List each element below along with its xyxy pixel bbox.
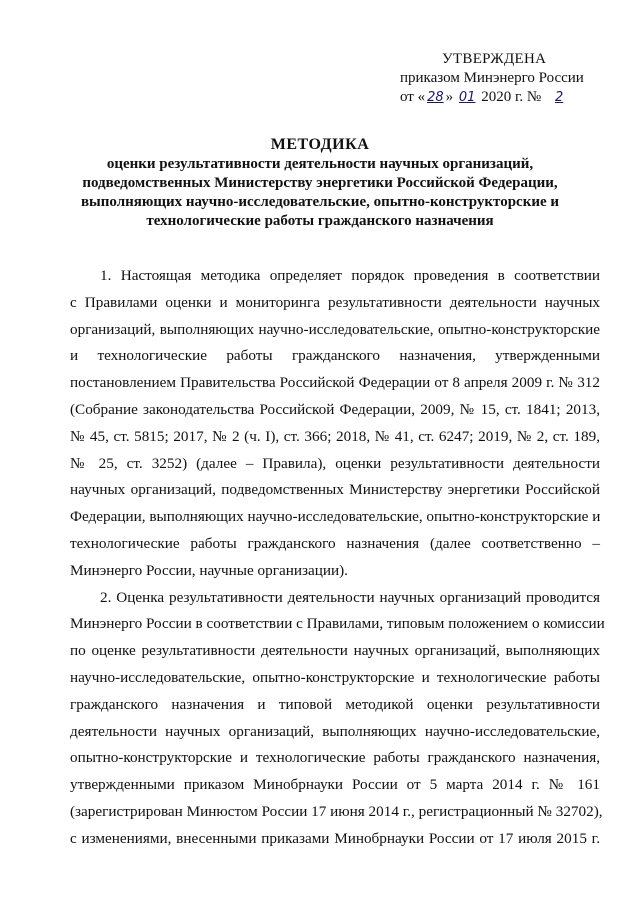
text-line: организаций, выполняющих научно-исследовательские, опытно-конструкторские (70, 320, 600, 338)
text-line: по оценке результативности деятельности научных организаций, выполняющих (70, 642, 600, 660)
text-line: (Собрание законодательства Российской Федерации, 2009, № 15, ст. 1841; 2013, (70, 400, 600, 418)
date-mid: » (445, 89, 454, 105)
title-main: МЕТОДИКА (270, 136, 370, 153)
title-line: подведомственных Министерству энергетики Российской Федерации, (82, 175, 558, 191)
title-line: технологические работы гражданского назначения (146, 213, 494, 229)
text-line: и технологические работы гражданского назначения, утвержденными (70, 347, 600, 365)
text-line: научно-исследовательские, опытно-конструкторские и технологические работы (70, 668, 600, 686)
date-year: 2020 г. № (481, 89, 542, 105)
text-line: научных организаций, подведомственных Министерству энергетики Российской (70, 481, 600, 499)
text-line: 2. Оценка результативности деятельности научных организаций проводится (100, 588, 600, 606)
date-prefix: от « (400, 89, 426, 105)
text-line: № 25, ст. 3252) (далее – Правила), оценки результативности деятельности (70, 454, 600, 472)
text-line: с Правилами оценки и мониторинга результативности деятельности научных (70, 293, 600, 311)
date-day-handwritten: 28 (427, 90, 444, 105)
paragraph-2 (70, 585, 605, 853)
text-line: (зарегистрирован Минюстом России 17 июня 2014 г., регистрационный № 32702), (70, 802, 603, 820)
title-line: выполняющих научно-исследовательские, опытно-конструкторские и (80, 194, 560, 210)
order-date-line (400, 88, 620, 107)
text-line: опытно-конструкторские и технологические работы гражданского назначения, (70, 749, 600, 767)
text-line: с изменениями, внесенными приказами Минобрнауки России от 17 июля 2015 г. (70, 829, 600, 847)
order-number-handwritten: 2 (554, 90, 564, 105)
document-body (70, 263, 605, 853)
title-line: оценки результативности деятельности научных организаций, (106, 156, 534, 172)
approval-block (400, 50, 620, 107)
approval-label: УТВЕРЖДЕНА (442, 51, 547, 67)
text-line: 1. Настоящая методика определяет порядок проведения в соответствии (100, 267, 600, 284)
text-line: Федерации, выполняющих научно-исследовательские, опытно-конструкторские и (70, 508, 601, 526)
paragraph-1 (70, 263, 600, 585)
text-line: гражданского назначения и типовой методикой оценки результативности (70, 695, 600, 713)
text-line: № 45, ст. 5815; 2017, № 2 (ч. I), ст. 366; 2018, № 41, ст. 6247; 2019, № 2, ст. 189, (70, 427, 600, 445)
text-line: технологические работы гражданского назначения (далее соответственно – (70, 534, 600, 552)
date-month-handwritten: 01 (458, 90, 476, 105)
text-line: Минэнерго России в соответствии с Правилами, типовым положением о комиссии (70, 615, 605, 633)
text-line: утвержденными приказом Минобрнауки России от 5 марта 2014 г. № 161 (70, 776, 600, 794)
order-line: приказом Минэнерго России (400, 70, 584, 86)
text-line: Минэнерго России, научные организации). (70, 561, 348, 579)
text-line: постановлением Правительства Российской Федерации от 8 апреля 2009 г. № 312 (70, 374, 600, 392)
document-title (60, 135, 580, 231)
text-line: деятельности научных организаций, выполняющих научно-исследовательские, (70, 722, 600, 740)
